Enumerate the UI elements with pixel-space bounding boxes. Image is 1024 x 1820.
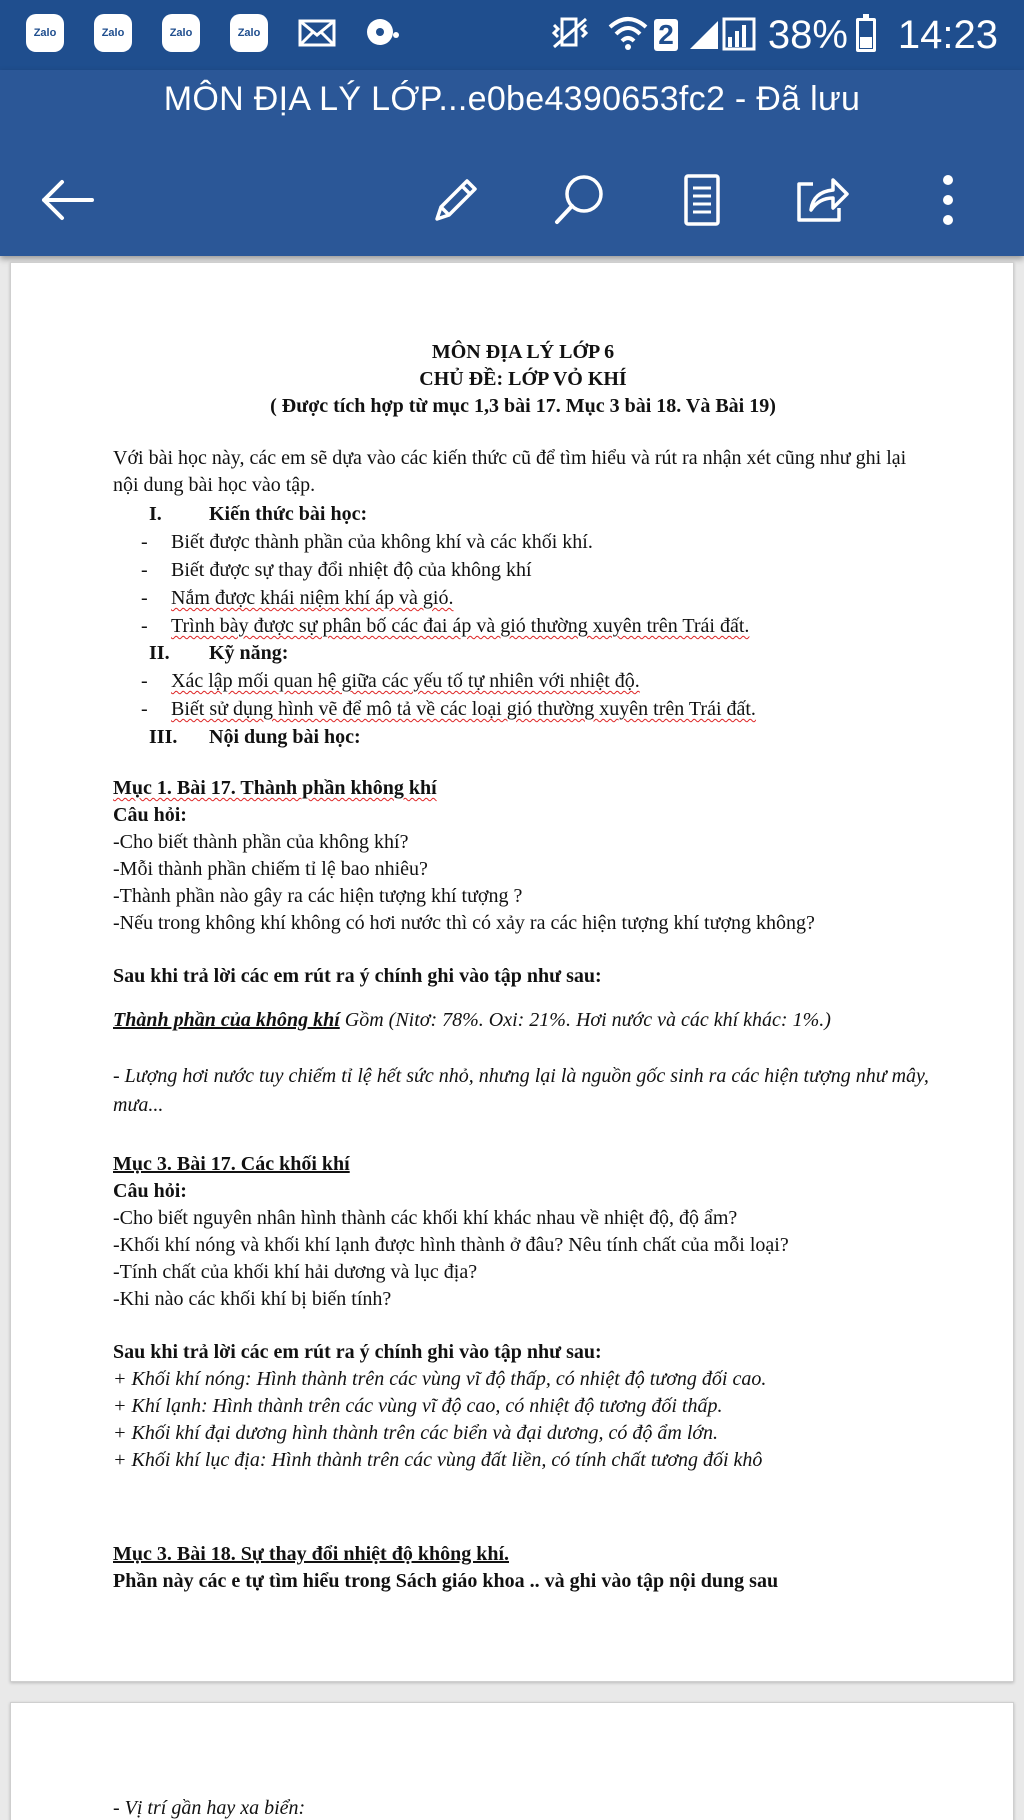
sim-indicator: 2 (654, 19, 678, 51)
back-button[interactable] (34, 168, 98, 232)
answer-item: + Khối khí nóng: Hình thành trên các vùng vĩ độ thấp, có nhiệt độ tương đối cao. (113, 1368, 767, 1390)
doc-subheading: CHỦ ĐỀ: LỚP VỎ KHÍ (419, 368, 627, 390)
status-bar (0, 0, 1024, 70)
battery-percent: 38% (767, 12, 848, 57)
edit-button[interactable] (424, 168, 488, 232)
summary-label: Sau khi trả lời các em rút ra ý chính ghi vào tập như sau: (113, 1341, 602, 1363)
answer-item: + Khí lạnh: Hình thành trên các vùng vĩ độ cao, có nhiệt độ tương đối thấp. (113, 1395, 723, 1417)
answer-paragraph: Thành phần của không khí Gồm (Nitơ: 78%. Oxi: 21%. Hơi nước và các khí khác: 1%.) (113, 1009, 831, 1031)
page2-line: - Vị trí gần hay xa biển: (113, 1797, 306, 1819)
answer-item: + Khối khí lục địa: Hình thành trên các vùng đất liền, có tính chất tương đối khô (113, 1449, 763, 1471)
document-title: MÔN ĐỊA LÝ LỚP...e0be4390653fc2 - Đã lưu (163, 80, 861, 118)
document-page[interactable] (10, 1702, 1014, 1820)
vibrate-icon (548, 15, 592, 56)
zalo-notification-icon: Zalo (26, 14, 64, 52)
list-item: - Biết được thành phần của không khí và các khối khí. (141, 531, 593, 553)
answer-note: - Lượng hơi nước tuy chiếm tỉ lệ hết sức nhỏ, nhưng lại là nguồn gốc sinh ra các hiện tượng như mây, mưa... (113, 1065, 929, 1116)
doc-heading: MÔN ĐỊA LÝ LỚP 6 (431, 341, 615, 363)
pencil-icon (429, 173, 483, 227)
summary-label: Sau khi trả lời các em rút ra ý chính ghi vào tập như sau: (113, 965, 602, 987)
list-item: - Trình bày được sự phân bố các đai áp và gió thường xuyên trên Trái đất. (141, 615, 750, 637)
section-heading: II. Kỹ năng: (149, 642, 289, 664)
wifi-icon (606, 13, 650, 58)
muc1-title: Mục 1. Bài 17. Thành phần không khí (113, 777, 437, 799)
question-item: -Nếu trong không khí không có hơi nước thì có xảy ra các hiện tượng khí tượng không? (113, 912, 815, 934)
reading-view-button[interactable] (670, 168, 734, 232)
question-item: -Cho biết thành phần của không khí? (113, 831, 409, 853)
questions-label: Câu hỏi: (113, 804, 187, 826)
intro-paragraph: Với bài học này, các em sẽ dựa vào các kiến thức cũ để tìm hiểu và rút ra nhận xét cũng như ghi lại nội dung bài học vào tập. (113, 447, 907, 496)
search-icon (552, 172, 608, 228)
reading-view-icon (680, 172, 724, 228)
share-button[interactable] (790, 168, 854, 232)
messenger-icon (362, 15, 400, 51)
zalo-notification-icon: Zalo (94, 14, 132, 52)
search-button[interactable] (548, 168, 612, 232)
more-button[interactable] (916, 168, 980, 232)
question-item: -Khối khí nóng và khối khí lạnh được hình thành ở đâu? Nêu tính chất của mỗi loại? (113, 1234, 789, 1256)
list-item: - Xác lập mối quan hệ giữa các yếu tố tự nhiên với nhiệt độ. (141, 670, 640, 692)
answer-item: + Khối khí đại dương hình thành trên các biển và đại dương, có độ ẩm lớn. (113, 1422, 719, 1444)
list-item: - Biết được sự thay đổi nhiệt độ của không khí (141, 559, 532, 581)
question-item: -Mỗi thành phần chiếm tỉ lệ bao nhiêu? (113, 858, 428, 880)
app-bar (0, 70, 1024, 256)
share-icon (793, 174, 851, 226)
section-heading: I. Kiến thức bài học: (149, 503, 368, 525)
more-vertical-icon (938, 172, 958, 228)
muc3b-title: Mục 3. Bài 18. Sự thay đổi nhiệt độ không khí. (113, 1543, 509, 1565)
question-item: -Tính chất của khối khí hải dương và lục địa? (113, 1261, 478, 1283)
mail-icon (298, 18, 336, 48)
muc3-title: Mục 3. Bài 17. Các khối khí (113, 1153, 350, 1175)
document-page[interactable] (10, 262, 1014, 1682)
section-heading: III. Nội dung bài học: (149, 726, 361, 748)
signal-icon (688, 15, 758, 56)
question-item: -Khi nào các khối khí bị biến tính? (113, 1288, 392, 1310)
toolbar (0, 160, 1024, 240)
clock: 14:23 (897, 12, 998, 57)
battery-icon (856, 18, 876, 52)
list-item: - Nắm được khái niệm khí áp và gió. (141, 587, 454, 609)
back-arrow-icon (38, 178, 94, 222)
zalo-notification-icon: Zalo (162, 14, 200, 52)
question-item: -Cho biết nguyên nhân hình thành các khối khí khác nhau về nhiệt độ, độ ẩm? (113, 1207, 738, 1229)
doc-integration-note: ( Được tích hợp từ mục 1,3 bài 17. Mục 3 bài 18. Và Bài 19) (270, 395, 776, 417)
list-item: - Biết sử dụng hình vẽ để mô tả về các loại gió thường xuyên trên Trái đất. (141, 698, 756, 720)
zalo-notification-icon: Zalo (230, 14, 268, 52)
question-item: -Thành phần nào gây ra các hiện tượng khí tượng ? (113, 885, 523, 907)
instruction-text: Phần này các e tự tìm hiểu trong Sách giáo khoa .. và ghi vào tập nội dung sau (113, 1570, 779, 1592)
questions-label: Câu hỏi: (113, 1180, 187, 1202)
